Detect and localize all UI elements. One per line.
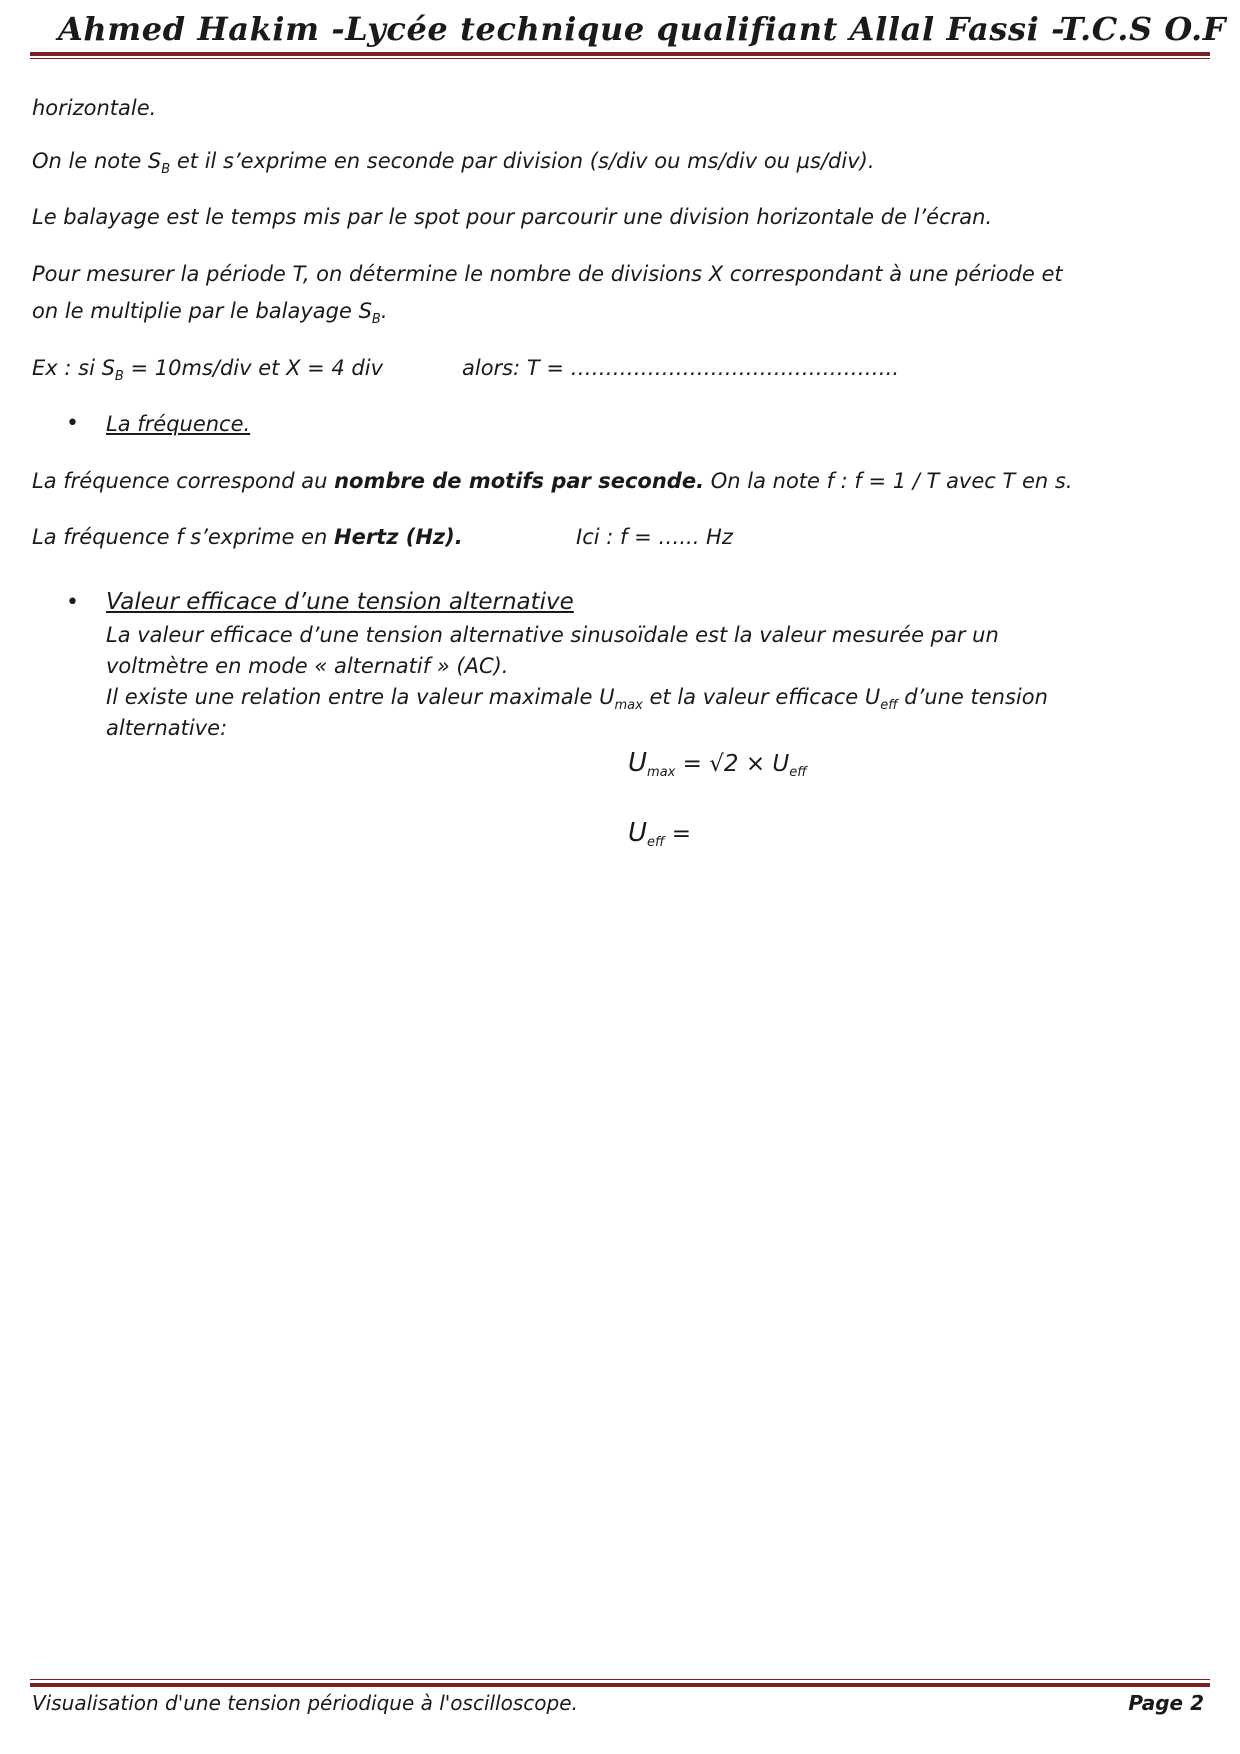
text-segment: et il s’exprime en seconde par division (s/div ou ms/div ou µs/div). [170, 149, 875, 173]
text-segment: Ex : si S [32, 356, 115, 380]
formula-symbol: U [628, 818, 648, 848]
paragraph-valeur-efficace-1: La valeur efficace d’une tension alternative sinusoïdale est la valeur mesurée par un [106, 623, 999, 647]
formula-text: = √2 × U [675, 751, 790, 777]
header-rule-thick [30, 52, 1210, 56]
page-number: Page 2 [1128, 1691, 1204, 1715]
text-segment: . [380, 299, 388, 323]
bullet-icon: • [66, 411, 79, 436]
bold-text: Hertz (Hz). [334, 525, 463, 549]
paragraph-frequence-definition [32, 463, 1073, 499]
footer-title: Visualisation d'une tension périodique à l'oscilloscope. [32, 1691, 578, 1715]
section-heading-valeur-efficace: Valeur efficace d’une tension alternative [106, 589, 574, 615]
text-segment: Il existe une relation entre la valeur maximale U [106, 685, 615, 709]
subscript: max [614, 698, 643, 713]
formula-umax [628, 748, 807, 780]
section-heading-frequence: La fréquence. [106, 412, 251, 436]
subscript: B [371, 312, 381, 327]
text-segment: On le note S [32, 149, 162, 173]
text-segment: La fréquence f s’exprime en [32, 525, 334, 549]
paragraph-hertz [32, 519, 463, 555]
subscript: eff [789, 765, 807, 780]
text-segment: et la valeur efficace U [642, 685, 881, 709]
subscript: eff [880, 698, 898, 713]
footer-rule-thin [30, 1679, 1210, 1680]
formula-text: = [664, 821, 692, 847]
text-segment: La fréquence correspond au [32, 469, 335, 493]
paragraph-valeur-efficace-3 [106, 682, 1048, 721]
bold-text: nombre de motifs par seconde. [334, 469, 705, 493]
paragraph-horizontale: horizontale. [32, 96, 157, 120]
example-line [32, 350, 383, 395]
header-rule-thin [30, 58, 1210, 59]
text-segment: on le multiplie par le balayage S [32, 299, 372, 323]
text-segment: = 10ms/div et X = 4 div [123, 356, 384, 380]
paragraph-valeur-efficace-4: alternative: [106, 716, 228, 740]
frequency-answer-blank: Ici : f = …... Hz [576, 525, 733, 549]
text-segment: d’une tension [897, 685, 1048, 709]
paragraph-valeur-efficace-2: voltmètre en mode « alternatif » (AC). [106, 654, 509, 678]
footer-rule-thick [30, 1683, 1210, 1687]
subscript: B [161, 162, 171, 177]
subscript: eff [647, 835, 665, 850]
paragraph-balayage: Le balayage est le temps mis par le spot pour parcourir une division horizontale de l’écran. [32, 205, 993, 229]
formula-symbol: U [628, 748, 648, 778]
bullet-icon: • [66, 590, 79, 615]
text-segment: On la note f : f = 1 / T avec T en s. [704, 469, 1073, 493]
subscript: max [647, 765, 676, 780]
example-answer-blank: alors: T = ……………………………………….. [462, 356, 900, 380]
formula-ueff [628, 818, 691, 850]
paragraph-note-sb [32, 143, 875, 188]
paragraph-periode-line2 [32, 293, 388, 338]
paragraph-periode-line1: Pour mesurer la période T, on détermine le nombre de divisions X correspondant à une période et [32, 262, 1063, 286]
page-header-title: Ahmed Hakim -Lycée technique qualifiant Allal Fassi -T.C.S O.F [58, 10, 1227, 48]
subscript: B [114, 369, 124, 384]
